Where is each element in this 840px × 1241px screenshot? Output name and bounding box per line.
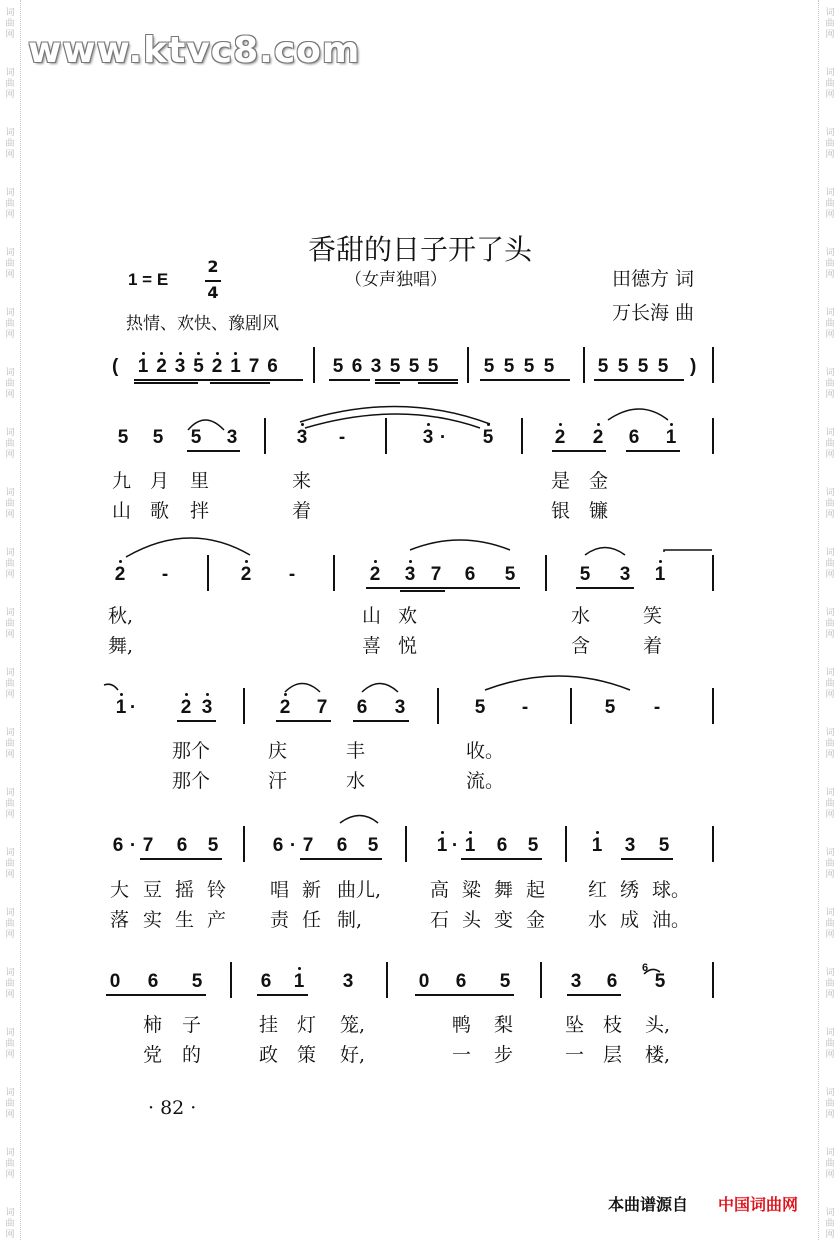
note: 2 xyxy=(554,427,566,448)
lyric-verse1: 是 xyxy=(551,470,571,492)
intro-open-paren: ( xyxy=(112,356,119,377)
note: 5 xyxy=(658,835,670,856)
side-watermark-text: 词 曲 网 xyxy=(5,488,15,520)
lyric-verse1: 大 xyxy=(110,879,130,901)
lyric-verse1: 月 xyxy=(150,470,170,492)
note: 6 xyxy=(336,835,348,856)
lyric-verse1: 球。 xyxy=(652,879,691,901)
lyric-verse2: 喜 xyxy=(362,635,382,657)
tie xyxy=(305,414,480,428)
footer-site[interactable]: 中国词曲网 xyxy=(718,1195,799,1214)
side-watermark-text: 词 曲 网 xyxy=(825,968,835,1000)
lyric-verse2: 镰 xyxy=(589,500,609,522)
note: 6 xyxy=(628,427,640,448)
note: 7 xyxy=(316,697,328,718)
lyric-verse1: 粱 xyxy=(462,879,482,901)
lyric-verse2: 楼, xyxy=(645,1044,671,1066)
intro-note: 6 xyxy=(351,356,363,377)
side-watermark-text: 词 曲 网 xyxy=(5,188,15,220)
side-watermark-text: 词 曲 网 xyxy=(5,248,15,280)
lyric-verse1: 子 xyxy=(182,1014,202,1036)
side-watermark-text: 词 曲 网 xyxy=(5,668,15,700)
note: 5 xyxy=(482,427,494,448)
note: · xyxy=(439,427,447,448)
note: 5 xyxy=(191,971,203,992)
site-watermark: www.ktvc8.com xyxy=(28,30,361,71)
lyric-verse1: 笼, xyxy=(340,1014,366,1036)
lyric-verse1: 坠 xyxy=(565,1014,585,1036)
side-watermark-text: 词 曲 网 xyxy=(825,1088,835,1120)
intro-note: 5 xyxy=(389,356,401,377)
lyric-verse2: 头 xyxy=(462,909,482,931)
side-watermark-text: 词 曲 网 xyxy=(5,608,15,640)
lyricist-credit: 田德方 词 xyxy=(612,268,695,290)
note: 5 xyxy=(654,971,666,992)
lyric-verse1: 红 xyxy=(588,879,608,901)
note: 6 xyxy=(272,835,284,856)
lyric-verse1: 秋, xyxy=(108,605,134,627)
intro-note: 5 xyxy=(617,356,629,377)
lyric-verse2: 生 xyxy=(175,909,195,931)
lyric-verse2: 舞, xyxy=(108,635,134,657)
note: - xyxy=(653,697,661,718)
lyric-verse2: 实 xyxy=(143,909,163,931)
side-watermark-text: 词 曲 网 xyxy=(825,668,835,700)
note: · xyxy=(129,835,137,856)
intro-note: 5 xyxy=(597,356,609,377)
side-watermark-text: 词 曲 网 xyxy=(5,8,15,40)
footer-source: 本曲谱源自 xyxy=(608,1195,689,1214)
lyric-verse1: 梨 xyxy=(494,1014,514,1036)
note: 1 xyxy=(665,427,677,448)
side-watermark-text: 词 曲 网 xyxy=(5,1088,15,1120)
side-watermark-text: 词 曲 网 xyxy=(825,8,835,40)
intro-note: 5 xyxy=(657,356,669,377)
side-watermark-text: 词 曲 网 xyxy=(825,728,835,760)
note: 0 xyxy=(109,971,121,992)
lyric-verse1: 灯 xyxy=(297,1014,317,1036)
intro-note: 5 xyxy=(503,356,515,377)
note: 6 xyxy=(260,971,272,992)
note: 5 xyxy=(499,971,511,992)
tie xyxy=(104,684,118,690)
slur xyxy=(285,684,320,693)
lyric-verse1: 山 xyxy=(362,605,382,627)
note: 5 xyxy=(117,427,129,448)
note: 7 xyxy=(302,835,314,856)
side-watermark-text: 词 曲 网 xyxy=(5,908,15,940)
lyric-verse1: 枝 xyxy=(603,1014,623,1036)
lyric-verse1: 庆 xyxy=(268,740,288,762)
note: - xyxy=(161,564,169,585)
lyric-verse1: 挂 xyxy=(259,1014,279,1036)
note: 1 xyxy=(115,697,127,718)
note: 6 xyxy=(496,835,508,856)
lyric-verse1: 鸭 xyxy=(452,1014,472,1036)
grace-note: 6 xyxy=(642,962,649,974)
lyric-verse2: 那个 xyxy=(172,770,211,792)
side-watermark-text: 词 曲 网 xyxy=(5,428,15,460)
slur xyxy=(410,540,510,550)
side-watermark-text: 词 曲 网 xyxy=(5,1208,15,1240)
lyric-verse1: 绣 xyxy=(620,879,640,901)
slur xyxy=(585,548,625,556)
lyric-verse2: 汗 xyxy=(268,770,288,792)
intro-note: 5 xyxy=(523,356,535,377)
side-watermark-text: 词 曲 网 xyxy=(825,1148,835,1180)
song-title: 香甜的日子开了头 xyxy=(307,233,532,266)
side-watermark-text: 词 曲 网 xyxy=(5,308,15,340)
note: 7 xyxy=(430,564,442,585)
lyric-verse1: 高 xyxy=(430,879,450,901)
note: 3 xyxy=(394,697,406,718)
note: 2 xyxy=(114,564,126,585)
note: · xyxy=(289,835,297,856)
side-watermark-text: 词 曲 网 xyxy=(5,548,15,580)
intro-note: 5 xyxy=(483,356,495,377)
lyric-verse1: 唱 xyxy=(270,879,290,901)
note: 6 xyxy=(455,971,467,992)
note: 5 xyxy=(367,835,379,856)
note: 1 xyxy=(436,835,448,856)
key-signature: 1 = E xyxy=(128,270,169,289)
note: 3 xyxy=(226,427,238,448)
side-watermark-text: 词 曲 网 xyxy=(5,788,15,820)
lyric-verse2: 水 xyxy=(346,770,366,792)
composer-credit: 万长海 曲 xyxy=(612,302,695,324)
note: 5 xyxy=(504,564,516,585)
lyric-verse1: 那个 xyxy=(172,740,211,762)
side-watermark-text: 词 曲 网 xyxy=(5,848,15,880)
side-watermark-text: 词 曲 网 xyxy=(825,368,835,400)
tie xyxy=(664,550,712,552)
note: 6 xyxy=(606,971,618,992)
lyric-verse1: 水 xyxy=(571,605,591,627)
intro-note: 5 xyxy=(427,356,439,377)
tie xyxy=(126,538,250,557)
lyric-verse1: 新 xyxy=(302,879,322,901)
side-watermark-text: 词 曲 网 xyxy=(5,128,15,160)
note: 3 xyxy=(619,564,631,585)
note: - xyxy=(288,564,296,585)
note: 2 xyxy=(240,564,252,585)
side-watermark-text: 词 曲 网 xyxy=(825,1208,835,1240)
side-watermark-text: 词 曲 网 xyxy=(825,428,835,460)
grace-slur xyxy=(644,969,660,974)
lyric-verse2: 着 xyxy=(292,500,312,522)
note: 6 xyxy=(356,697,368,718)
slur xyxy=(340,816,378,824)
note: 5 xyxy=(190,427,202,448)
page-number: · 82 · xyxy=(148,1097,197,1119)
lyric-verse2: 政 xyxy=(259,1044,279,1066)
note: 1 xyxy=(293,971,305,992)
note: 3 xyxy=(201,697,213,718)
slur xyxy=(188,420,224,430)
lyric-verse1: 欢 xyxy=(398,605,418,627)
note: 6 xyxy=(147,971,159,992)
side-watermark-text: 词 曲 网 xyxy=(5,1028,15,1060)
note: · xyxy=(129,697,137,718)
side-watermark-text: 词 曲 网 xyxy=(825,488,835,520)
lyric-verse2: 变 xyxy=(494,909,514,931)
lyric-verse2: 的 xyxy=(182,1044,202,1066)
note: 3 xyxy=(570,971,582,992)
note: 7 xyxy=(142,835,154,856)
side-watermark-text: 词 曲 网 xyxy=(5,728,15,760)
lyric-verse2: 党 xyxy=(143,1044,163,1066)
side-watermark-text: 词 曲 网 xyxy=(825,1028,835,1060)
note: 5 xyxy=(207,835,219,856)
side-watermark-text: 词 曲 网 xyxy=(825,848,835,880)
lyric-verse1: 里 xyxy=(190,470,210,492)
note: 2 xyxy=(592,427,604,448)
side-watermark-text: 词 曲 网 xyxy=(825,308,835,340)
intro-note: 5 xyxy=(193,356,204,377)
lyric-verse2: 策 xyxy=(297,1044,317,1066)
intro-note: 5 xyxy=(408,356,420,377)
note: 5 xyxy=(527,835,539,856)
note: 2 xyxy=(279,697,291,718)
lyric-verse2: 金 xyxy=(526,909,546,931)
side-watermark-text: 词 曲 网 xyxy=(825,248,835,280)
lyric-verse1: 收。 xyxy=(466,740,505,762)
note: 5 xyxy=(474,697,486,718)
intro-note: 2 xyxy=(211,356,223,377)
note: 1 xyxy=(591,835,603,856)
intro-note: 2 xyxy=(156,356,167,377)
lyric-verse2: 一 xyxy=(565,1044,585,1066)
lyric-verse1: 九 xyxy=(112,470,132,492)
lyric-verse1: 曲儿, xyxy=(337,879,382,901)
intro-note: 6 xyxy=(267,356,278,377)
lyric-verse1: 舞 xyxy=(494,879,514,901)
note: 3 xyxy=(296,427,308,448)
lyric-verse2: 歌 xyxy=(150,500,170,522)
lyric-verse1: 铃 xyxy=(207,879,227,901)
lyric-verse2: 好, xyxy=(340,1044,366,1066)
lyric-verse2: 一 xyxy=(452,1044,472,1066)
note: · xyxy=(451,835,459,856)
note: - xyxy=(521,697,529,718)
intro-note: 3 xyxy=(370,356,382,377)
lyric-verse2: 油。 xyxy=(652,909,691,931)
intro-note: 5 xyxy=(332,356,344,377)
side-watermark-text: 词 曲 网 xyxy=(5,1148,15,1180)
note: 2 xyxy=(369,564,381,585)
note: 6 xyxy=(464,564,476,585)
lyric-verse2: 拌 xyxy=(190,500,210,522)
note: 5 xyxy=(604,697,616,718)
side-watermark-text: 词 曲 网 xyxy=(825,188,835,220)
lyric-verse2: 层 xyxy=(603,1044,623,1066)
lyric-verse2: 悦 xyxy=(398,635,418,657)
note: 5 xyxy=(152,427,164,448)
performance-note: （女声独唱） xyxy=(345,270,447,290)
side-watermark-text: 词 曲 网 xyxy=(5,968,15,1000)
lyric-verse1: 金 xyxy=(589,470,609,492)
intro-note: 7 xyxy=(248,356,260,377)
note: 1 xyxy=(464,835,476,856)
side-watermark-text: 词 曲 网 xyxy=(5,68,15,100)
intro-note: 5 xyxy=(637,356,649,377)
lyric-verse2: 产 xyxy=(207,909,227,931)
side-watermark-text: 词 曲 网 xyxy=(825,548,835,580)
intro-note: 1 xyxy=(230,356,241,377)
intro-note: 1 xyxy=(137,356,149,377)
note: 3 xyxy=(624,835,636,856)
side-watermark-text: 词 曲 网 xyxy=(825,608,835,640)
slur xyxy=(362,684,398,693)
tie xyxy=(485,676,630,690)
time-signature-top: 2 xyxy=(207,257,219,276)
lyric-verse1: 豆 xyxy=(143,879,163,901)
lyric-verse2: 含 xyxy=(571,635,591,657)
tempo-marking: 热情、欢快、豫剧风 xyxy=(126,314,279,334)
note: 5 xyxy=(579,564,591,585)
lyric-verse2: 制, xyxy=(337,909,363,931)
side-watermark-text: 词 曲 网 xyxy=(825,788,835,820)
lyric-verse1: 起 xyxy=(526,879,546,901)
side-watermark-text: 词 曲 网 xyxy=(825,128,835,160)
note: 6 xyxy=(176,835,188,856)
lyric-verse2: 成 xyxy=(620,909,640,931)
lyric-verse1: 摇 xyxy=(175,879,195,901)
note: 3 xyxy=(342,971,354,992)
lyric-verse2: 落 xyxy=(110,909,130,931)
note: 2 xyxy=(180,697,192,718)
lyric-verse1: 头, xyxy=(645,1014,671,1036)
lyric-verse2: 着 xyxy=(643,635,663,657)
lyric-verse1: 来 xyxy=(292,470,312,492)
intro-note: 5 xyxy=(543,356,555,377)
lyric-verse1: 柿 xyxy=(143,1014,163,1036)
lyric-verse2: 步 xyxy=(494,1044,514,1066)
note: 3 xyxy=(422,427,434,448)
slur xyxy=(608,409,668,420)
lyric-verse2: 山 xyxy=(112,500,132,522)
lyric-verse2: 责 xyxy=(270,909,290,931)
note: 6 xyxy=(112,835,124,856)
side-watermark-text: 词 曲 网 xyxy=(825,68,835,100)
intro-close-paren: ) xyxy=(690,356,697,377)
lyric-verse2: 流。 xyxy=(466,770,505,792)
lyric-verse2: 石 xyxy=(430,909,450,931)
lyric-verse1: 丰 xyxy=(346,740,366,762)
note: - xyxy=(338,427,346,448)
time-signature-bottom: 4 xyxy=(207,283,219,302)
note: 0 xyxy=(418,971,430,992)
side-watermark-text: 词 曲 网 xyxy=(5,368,15,400)
intro-note: 3 xyxy=(174,356,186,377)
note: 3 xyxy=(404,564,416,585)
side-watermark-text: 词 曲 网 xyxy=(825,908,835,940)
lyric-verse2: 水 xyxy=(588,909,608,931)
lyric-verse2: 任 xyxy=(302,909,322,931)
note: 1 xyxy=(654,564,666,585)
lyric-verse1: 笑 xyxy=(643,605,663,627)
lyric-verse2: 银 xyxy=(551,500,571,522)
